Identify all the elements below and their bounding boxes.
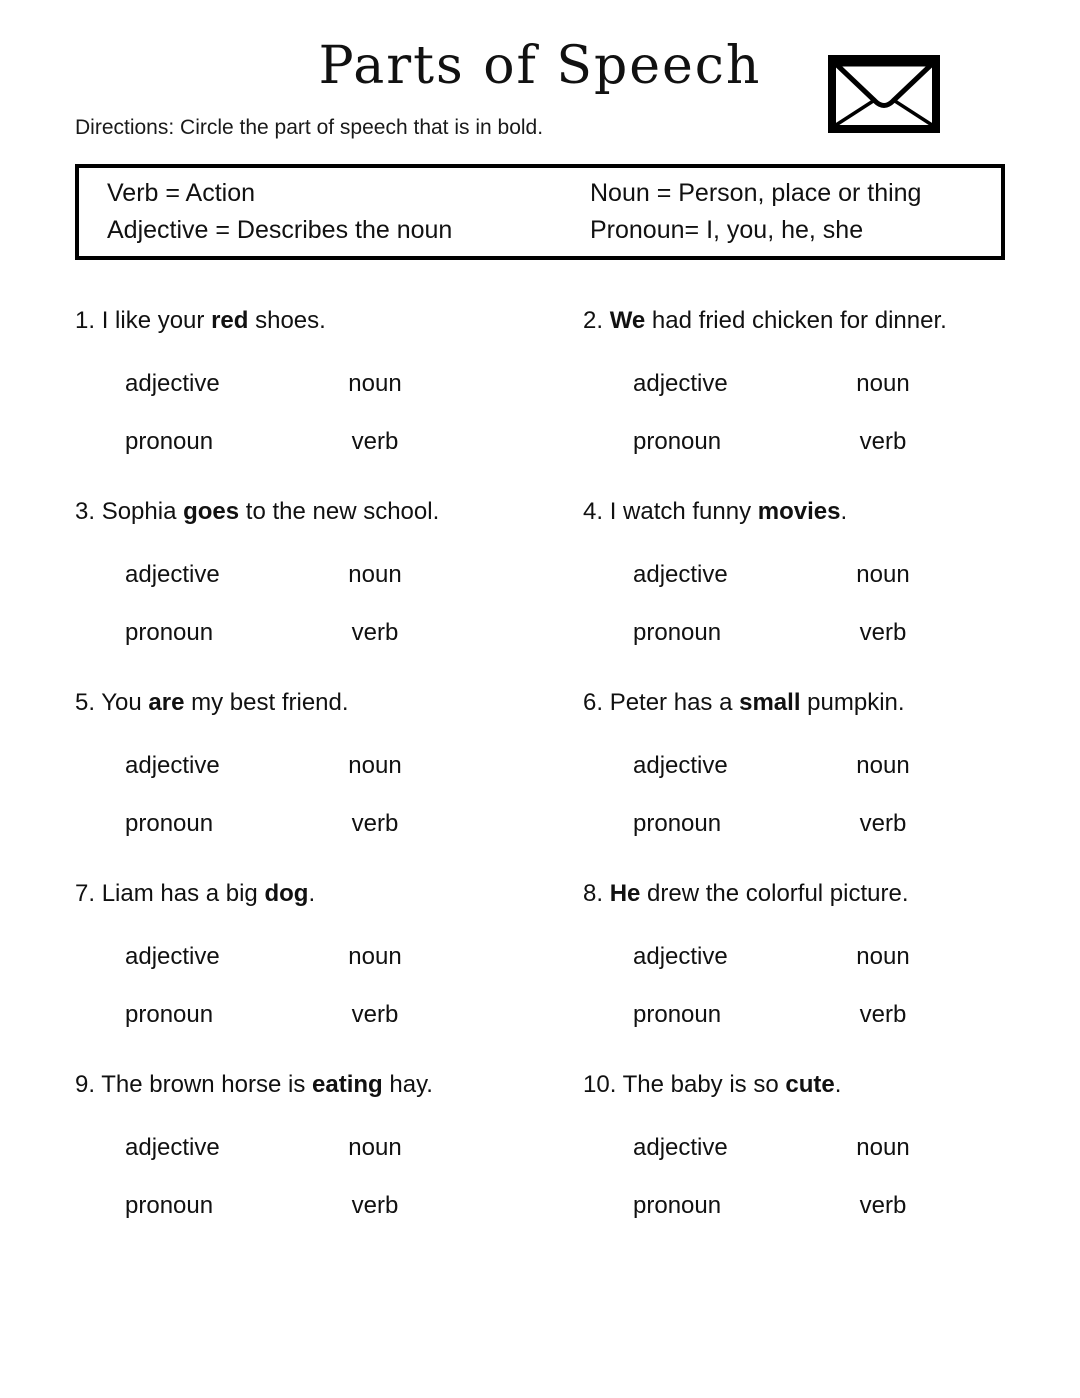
question-6-option-verb[interactable]: verb xyxy=(859,810,907,837)
question-3-text: 3. Sophia goes to the new school. xyxy=(75,498,440,525)
question-8-bold-word: He xyxy=(609,880,641,907)
question-8-options xyxy=(633,942,1005,1030)
question-1-option-verb[interactable]: verb xyxy=(351,428,399,455)
question-8-option-adjective[interactable]: adjective xyxy=(633,943,728,970)
question-1-options xyxy=(125,369,583,457)
definitions-right-column xyxy=(590,175,973,249)
question-9-option-noun[interactable]: noun xyxy=(348,1134,402,1161)
question-2-option-verb[interactable]: verb xyxy=(859,428,907,455)
question-7-option-verb[interactable]: verb xyxy=(351,1001,399,1028)
question-2-bold-word: We xyxy=(609,307,646,334)
question-1-bold-word: red xyxy=(211,307,249,334)
question-8-option-verb[interactable]: verb xyxy=(859,1001,907,1028)
question-1-option-noun[interactable]: noun xyxy=(348,370,402,397)
question-6-option-noun[interactable]: noun xyxy=(856,752,910,779)
question-2 xyxy=(583,306,1005,457)
question-9-options xyxy=(125,1133,583,1221)
envelope-icon xyxy=(828,55,940,133)
question-7-option-adjective[interactable]: adjective xyxy=(125,943,220,970)
question-4-text: 4. I watch funny movies. xyxy=(583,498,848,525)
question-9-text: 9. The brown horse is eating hay. xyxy=(75,1071,433,1098)
question-5-option-noun[interactable]: noun xyxy=(348,752,402,779)
question-3-option-verb[interactable]: verb xyxy=(351,619,399,646)
definition-verb: Verb = Action xyxy=(107,179,256,207)
question-1-option-adjective[interactable]: adjective xyxy=(125,370,220,397)
definition-adjective: Adjective = Describes the noun xyxy=(107,216,453,244)
question-10 xyxy=(583,1070,1005,1221)
definition-pronoun: Pronoun= I, you, he, she xyxy=(590,216,864,244)
question-3-option-adjective[interactable]: adjective xyxy=(125,561,220,588)
question-8-option-noun[interactable]: noun xyxy=(856,943,910,970)
question-5-option-pronoun[interactable]: pronoun xyxy=(125,810,214,837)
question-4-options xyxy=(633,560,1005,648)
directions-text: Directions: Circle the part of speech that is in bold. xyxy=(75,116,544,139)
question-4-option-pronoun[interactable]: pronoun xyxy=(633,619,722,646)
question-1-text: 1. I like your red shoes. xyxy=(75,307,326,334)
question-9-option-verb[interactable]: verb xyxy=(351,1192,399,1219)
question-6-option-pronoun[interactable]: pronoun xyxy=(633,810,722,837)
question-10-option-pronoun[interactable]: pronoun xyxy=(633,1192,722,1219)
question-7-option-pronoun[interactable]: pronoun xyxy=(125,1001,214,1028)
question-3-option-noun[interactable]: noun xyxy=(348,561,402,588)
question-4-bold-word: movies xyxy=(757,498,841,525)
question-4 xyxy=(583,497,1005,648)
question-10-text: 10. The baby is so cute. xyxy=(583,1071,842,1098)
question-6-text: 6. Peter has a small pumpkin. xyxy=(583,689,905,716)
question-5-bold-word: are xyxy=(148,689,185,716)
question-3-option-pronoun[interactable]: pronoun xyxy=(125,619,214,646)
question-5 xyxy=(75,688,583,839)
question-7-option-noun[interactable]: noun xyxy=(348,943,402,970)
definition-noun: Noun = Person, place or thing xyxy=(590,179,922,207)
question-3-bold-word: goes xyxy=(183,498,240,525)
question-10-options xyxy=(633,1133,1005,1221)
page-title: Parts of Speech xyxy=(318,36,762,96)
question-1 xyxy=(75,306,583,457)
question-3-options xyxy=(125,560,583,648)
question-1-option-pronoun[interactable]: pronoun xyxy=(125,428,214,455)
question-10-bold-word: cute xyxy=(785,1071,835,1098)
question-5-options xyxy=(125,751,583,839)
question-2-option-adjective[interactable]: adjective xyxy=(633,370,728,397)
question-5-text: 5. You are my best friend. xyxy=(75,689,349,716)
question-10-option-verb[interactable]: verb xyxy=(859,1192,907,1219)
question-4-option-noun[interactable]: noun xyxy=(856,561,910,588)
question-9-option-adjective[interactable]: adjective xyxy=(125,1134,220,1161)
question-7-bold-word: dog xyxy=(264,880,309,907)
question-6-options xyxy=(633,751,1005,839)
question-9 xyxy=(75,1070,583,1221)
question-7-options xyxy=(125,942,583,1030)
question-3 xyxy=(75,497,583,648)
question-4-option-verb[interactable]: verb xyxy=(859,619,907,646)
question-8 xyxy=(583,879,1005,1030)
questions-grid xyxy=(75,306,1005,1261)
question-9-bold-word: eating xyxy=(312,1071,383,1098)
question-5-option-verb[interactable]: verb xyxy=(351,810,399,837)
question-9-option-pronoun[interactable]: pronoun xyxy=(125,1192,214,1219)
question-2-option-noun[interactable]: noun xyxy=(856,370,910,397)
definitions-left-column xyxy=(107,175,590,249)
question-7 xyxy=(75,879,583,1030)
question-5-option-adjective[interactable]: adjective xyxy=(125,752,220,779)
question-6 xyxy=(583,688,1005,839)
question-7-text: 7. Liam has a big dog. xyxy=(75,880,316,907)
question-2-option-pronoun[interactable]: pronoun xyxy=(633,428,722,455)
question-6-bold-word: small xyxy=(739,689,801,716)
question-8-text: 8. He drew the colorful picture. xyxy=(583,880,909,907)
question-4-option-adjective[interactable]: adjective xyxy=(633,561,728,588)
question-2-options xyxy=(633,369,1005,457)
question-8-option-pronoun[interactable]: pronoun xyxy=(633,1001,722,1028)
question-2-text: 2. We had fried chicken for dinner. xyxy=(583,307,947,334)
question-10-option-adjective[interactable]: adjective xyxy=(633,1134,728,1161)
question-10-option-noun[interactable]: noun xyxy=(856,1134,910,1161)
definitions-box xyxy=(75,164,1005,260)
question-6-option-adjective[interactable]: adjective xyxy=(633,752,728,779)
